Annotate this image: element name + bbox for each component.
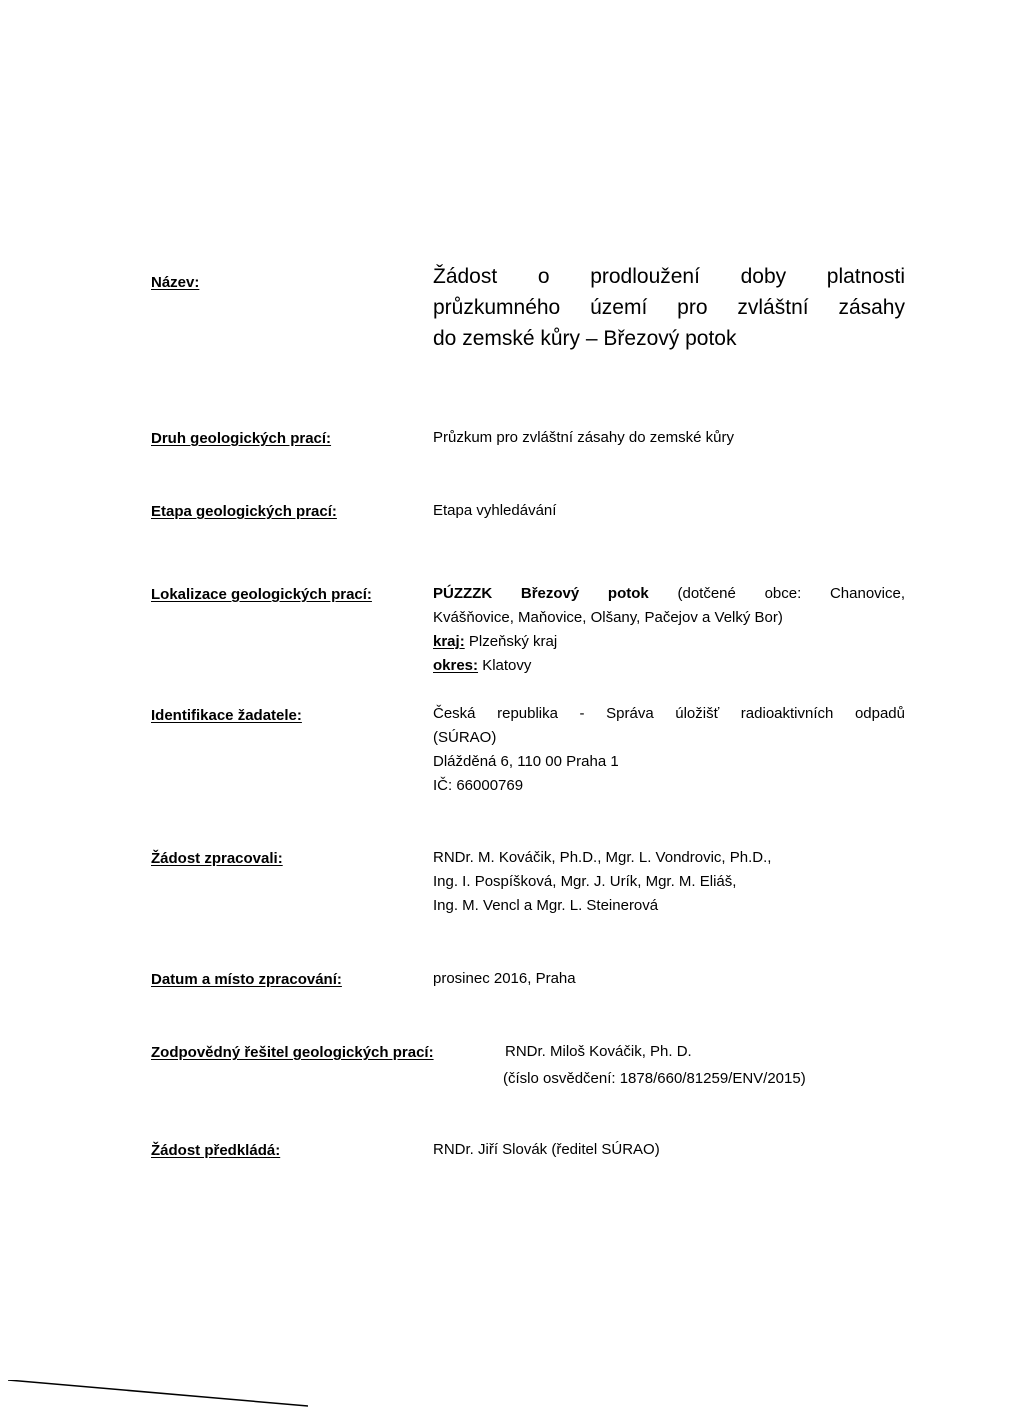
predklada-label: Žádost předkládá:: [151, 1142, 281, 1159]
lokalizace-obce-1: (dotčené obce: Chanovice,: [677, 585, 906, 602]
zpracovali-label: Žádost zpracovali:: [151, 850, 283, 867]
lokalizace-kraj: [433, 630, 905, 654]
bottom-scan-line: [8, 1380, 308, 1410]
kraj-value: Plzeňský kraj: [468, 633, 558, 650]
etapa-value: Etapa vyhledávání: [433, 502, 557, 519]
resitel-label: Zodpovědný řešitel geologických prací:: [151, 1044, 434, 1061]
druh-label: Druh geologických prací:: [151, 430, 332, 447]
identifikace-line-2: (SÚRAO): [433, 729, 497, 746]
title-line-1: Žádost o prodloužení doby platnosti: [433, 265, 905, 288]
lokalizace-name: PÚZZZK Březový potok: [433, 585, 649, 602]
lokalizace-block: [433, 582, 905, 678]
predklada-value: RNDr. Jiří Slovák (ředitel SÚRAO): [433, 1141, 660, 1158]
identifikace-line-3: Dlážděná 6, 110 00 Praha 1: [433, 753, 619, 770]
lokalizace-label: Lokalizace geologických prací:: [151, 586, 372, 603]
lokalizace-okres: [433, 654, 905, 678]
okres-value: Klatovy: [482, 657, 532, 674]
zpracovali-line-3: Ing. M. Vencl a Mgr. L. Steinerová: [433, 897, 659, 914]
zpracovali-line-2: Ing. I. Pospíšková, Mgr. J. Urík, Mgr. M. Eliáš,: [433, 873, 737, 890]
zpracovali-line-1: RNDr. M. Kováčik, Ph.D., Mgr. L. Vondrovic, Ph.D.,: [433, 849, 772, 866]
identifikace-block: [433, 702, 905, 798]
lokalizace-obce-2: Kvášňovice, Maňovice, Olšany, Pačejov a Velký Bor): [433, 609, 783, 626]
zpracovali-block: [433, 846, 771, 918]
identifikace-label: Identifikace žadatele:: [151, 707, 302, 724]
document-title: [433, 261, 905, 354]
identifikace-line-4: IČ: 66000769: [433, 777, 524, 794]
resitel-line-2: (číslo osvědčení: 1878/660/81259/ENV/2015): [503, 1070, 806, 1087]
resitel-line-1: RNDr. Miloš Kováčik, Ph. D.: [505, 1043, 692, 1060]
nazev-label: Název:: [151, 274, 200, 291]
druh-value: Průzkum pro zvláštní zásahy do zemské kůry: [433, 429, 734, 446]
okres-label: okres:: [433, 657, 479, 674]
title-line-2: průzkumného území pro zvláštní zásahy: [433, 296, 905, 319]
kraj-label: kraj:: [433, 633, 465, 650]
datum-value: prosinec 2016, Praha: [433, 970, 576, 987]
datum-label: Datum a místo zpracování:: [151, 971, 342, 988]
title-line-3: do zemské kůry – Březový potok: [433, 327, 737, 350]
lokalizace-line-1: [433, 582, 905, 606]
etapa-label: Etapa geologických prací:: [151, 503, 337, 520]
identifikace-line-1: Česká republika - Správa úložišť radioaktivních odpadů: [433, 705, 905, 722]
